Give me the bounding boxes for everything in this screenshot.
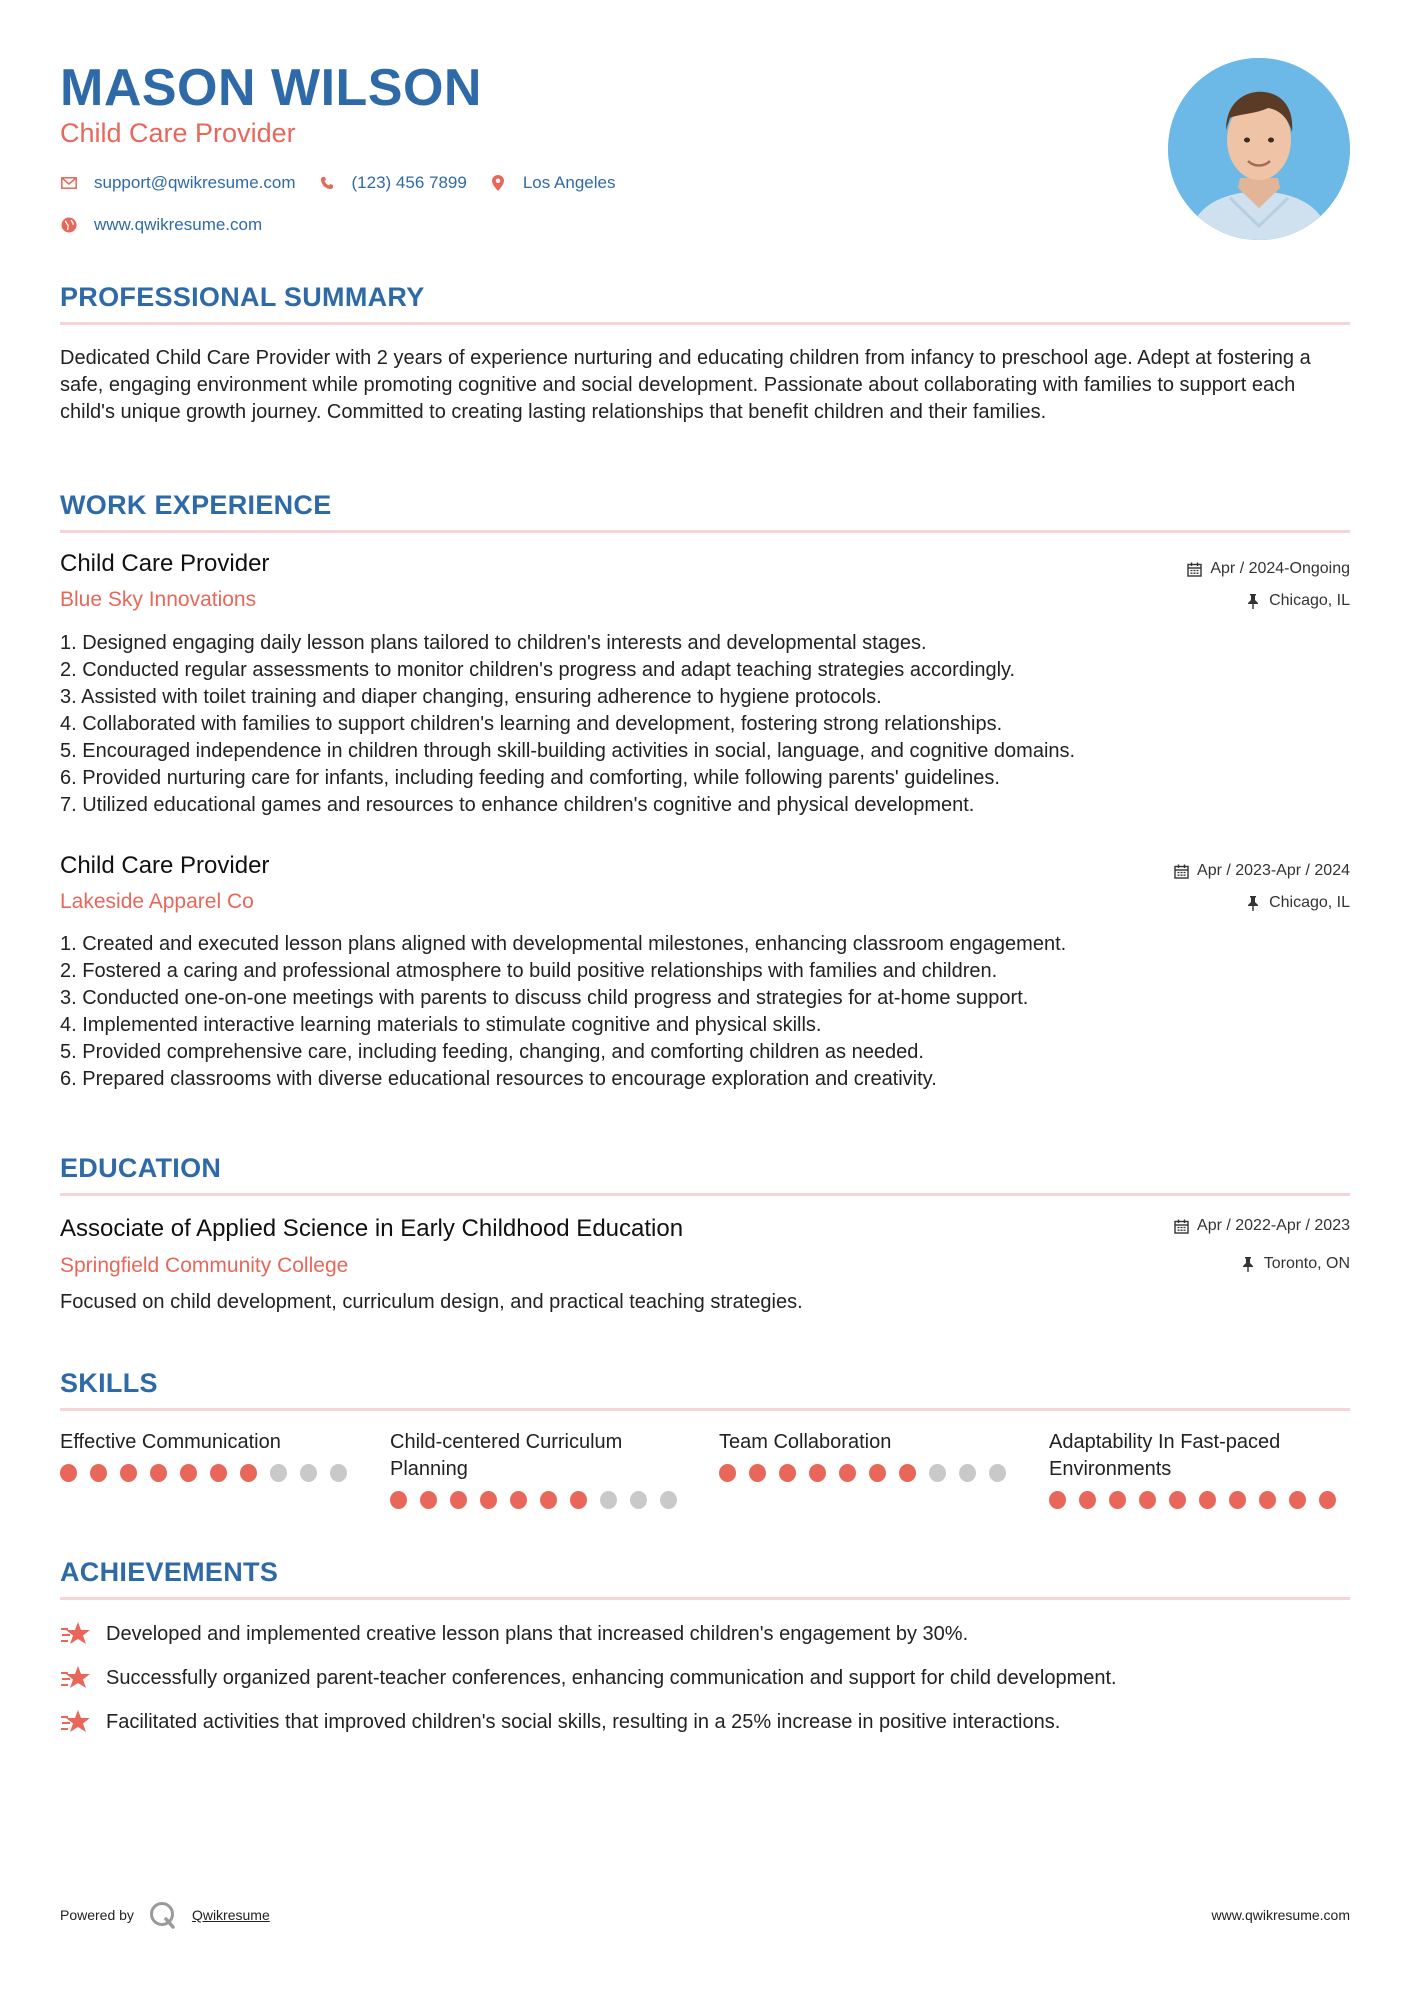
job-responsibilities [60,931,1350,1093]
contact-email[interactable] [60,173,296,193]
list-item: 3. Conducted one-on-one meetings with parents to discuss child progress and strategies for at-home support. [60,987,1029,1009]
section-divider [60,322,1350,325]
rating-dot-filled [480,1491,497,1509]
footer-powered-by [60,1900,270,1930]
rating-dot-filled [90,1464,107,1482]
job-location [1245,894,1350,912]
skill-rating [390,1491,690,1509]
section-divider [60,1597,1350,1600]
rating-dot-filled [150,1464,167,1482]
job-location [1245,592,1350,610]
rating-dot-filled [839,1464,856,1482]
rating-dot-filled [540,1491,557,1509]
education-heading: EDUCATION [60,1153,222,1183]
rating-dot-filled [210,1464,227,1482]
list-item: 4. Collaborated with families to support children's learning and development, fostering strong relationships. [60,713,1003,735]
rating-dot-filled [240,1464,257,1482]
rating-dot-filled [719,1464,736,1482]
rating-dot-filled [60,1464,77,1482]
pushpin-icon [1245,895,1261,911]
rating-dot-filled [1229,1491,1246,1509]
achievement-item [60,1708,1060,1736]
list-item: 6. Prepared classrooms with diverse educational resources to encourage exploration and creativity. [60,1068,937,1090]
list-item: 2. Fostered a caring and professional atmosphere to build positive relationships with families and children. [60,960,998,982]
powered-by-label: Powered by [60,1907,134,1923]
star-icon [60,1620,92,1648]
rating-dot-filled [1199,1491,1216,1509]
skill-item [60,1429,360,1482]
envelope-icon [60,174,78,192]
list-item: 2. Conducted regular assessments to monitor children's progress and adapt teaching strategies accordingly. [60,659,1016,681]
rating-dot-filled [1289,1491,1306,1509]
rating-dot-empty [929,1464,946,1482]
pushpin-icon [1240,1256,1256,1272]
rating-dot-filled [1079,1491,1096,1509]
achievement-item [60,1620,968,1648]
email-text: support@qwikresume.com [94,173,296,192]
education-dates-text: Apr / 2022-Apr / 2023 [1197,1217,1350,1234]
list-item: 4. Implemented interactive learning materials to stimulate cognitive and physical skills. [60,1014,822,1036]
section-divider [60,1193,1350,1196]
degree-title: Associate of Applied Science in Early Childhood Education [60,1215,684,1242]
education-location-text: Toronto, ON [1263,1255,1350,1272]
rating-dot-filled [120,1464,137,1482]
location-text: Los Angeles [522,173,616,192]
map-pin-icon [489,174,507,192]
rating-dot-filled [1049,1491,1066,1509]
section-divider [60,1408,1350,1411]
list-item: 3. Assisted with toilet training and diaper changing, ensuring adherence to hygiene protocols. [60,686,882,708]
brand-link[interactable]: Qwikresume [191,1907,270,1923]
achievement-text: Successfully organized parent-teacher conferences, enhancing communication and support for child development. [106,1666,1117,1689]
skill-name: Adaptability In Fast-paced Environments [1049,1431,1281,1480]
skill-item [1049,1429,1349,1509]
rating-dot-filled [180,1464,197,1482]
list-item: 1. Created and executed lesson plans aligned with developmental milestones, enhancing classroom engagement. [60,933,1067,955]
list-item: 5. Provided comprehensive care, including feeding, changing, and comforting children as needed. [60,1041,924,1063]
job-company: Blue Sky Innovations [60,588,257,611]
rating-dot-empty [959,1464,976,1482]
summary-text: Dedicated Child Care Provider with 2 years of experience nurturing and educating children from infancy to preschool age. Adept at fostering a safe, engaging environment while promoting cognitive and social development. Passionate about collaborating with families to support each child's unique growth journey. Committed to creating lasting relationships that benefit children and their families. [60,347,1311,423]
section-divider [60,530,1350,533]
globe-icon [60,216,78,234]
pushpin-icon [1245,593,1261,609]
rating-dot-filled [869,1464,886,1482]
achievements-heading: ACHIEVEMENTS [60,1557,279,1587]
education-dates [1173,1217,1350,1235]
job-location-text: Chicago, IL [1269,592,1350,609]
calendar-icon [1173,863,1189,879]
candidate-role: Child Care Provider [60,118,296,148]
job-location-text: Chicago, IL [1269,894,1350,911]
job-title: Child Care Provider [60,550,270,577]
contact-location [489,173,616,193]
rating-dot-empty [300,1464,317,1482]
star-icon [60,1708,92,1736]
rating-dot-filled [390,1491,407,1509]
job-responsibilities [60,630,1350,819]
contact-website[interactable] [60,215,262,235]
list-item: 5. Encouraged independence in children through skill-building activities in social, language, and cognitive domains. [60,740,1076,762]
rating-dot-empty [989,1464,1006,1482]
job-dates [1186,560,1350,578]
achievement-text: Facilitated activities that improved children's social skills, resulting in a 25% increase in positive interactions. [106,1710,1061,1733]
skill-rating [60,1464,360,1482]
rating-dot-filled [1169,1491,1186,1509]
rating-dot-empty [630,1491,647,1509]
achievement-text: Developed and implemented creative lesson plans that increased children's engagement by 30%. [106,1622,969,1645]
job-dates-text: Apr / 2024-Ongoing [1210,560,1350,577]
skill-item [719,1429,1019,1482]
skill-name: Team Collaboration [719,1431,892,1453]
rating-dot-filled [1319,1491,1336,1509]
calendar-icon [1186,561,1202,577]
rating-dot-filled [1259,1491,1276,1509]
rating-dot-empty [330,1464,347,1482]
contact-row-secondary [60,215,284,235]
achievement-item [60,1664,1117,1692]
job-company: Lakeside Apparel Co [60,890,254,913]
rating-dot-filled [1139,1491,1156,1509]
skill-rating [1049,1491,1349,1509]
skill-item [390,1429,690,1509]
rating-dot-empty [600,1491,617,1509]
skill-rating [719,1464,1019,1482]
list-item: 7. Utilized educational games and resources to enhance children's cognitive and physical development. [60,794,975,816]
footer-website[interactable]: www.qwikresume.com [1211,1907,1350,1923]
rating-dot-filled [809,1464,826,1482]
job-title: Child Care Provider [60,852,270,879]
education-description: Focused on child development, curriculum design, and practical teaching strategies. [60,1291,803,1313]
candidate-name: MASON WILSON [60,59,482,117]
star-icon [60,1664,92,1692]
skills-heading: SKILLS [60,1368,158,1398]
skill-name: Child-centered Curriculum Planning [390,1431,623,1480]
rating-dot-filled [749,1464,766,1482]
contact-row-primary [60,173,637,193]
rating-dot-filled [1109,1491,1126,1509]
website-text: www.qwikresume.com [94,215,263,234]
rating-dot-filled [450,1491,467,1509]
rating-dot-filled [570,1491,587,1509]
summary-heading: PROFESSIONAL SUMMARY [60,282,425,312]
job-dates-text: Apr / 2023-Apr / 2024 [1197,862,1350,879]
calendar-icon [1173,1218,1189,1234]
skill-name: Effective Communication [60,1431,281,1453]
rating-dot-filled [779,1464,796,1482]
education-location [1240,1255,1350,1273]
profile-photo [1168,58,1350,240]
rating-dot-filled [899,1464,916,1482]
phone-text: (123) 456 7899 [351,173,467,192]
phone-icon [318,174,336,192]
job-dates [1173,862,1350,880]
qwikresume-logo [148,1900,178,1930]
school-name: Springfield Community College [60,1254,349,1277]
contact-phone[interactable] [318,173,467,193]
rating-dot-filled [420,1491,437,1509]
list-item: 1. Designed engaging daily lesson plans tailored to children's interests and developmental stages. [60,632,927,654]
experience-heading: WORK EXPERIENCE [60,490,332,520]
rating-dot-empty [660,1491,677,1509]
rating-dot-empty [270,1464,287,1482]
list-item: 6. Provided nurturing care for infants, including feeding and comforting, while following parents' guidelines. [60,767,1000,789]
resume-page [60,0,1350,1990]
rating-dot-filled [510,1491,527,1509]
